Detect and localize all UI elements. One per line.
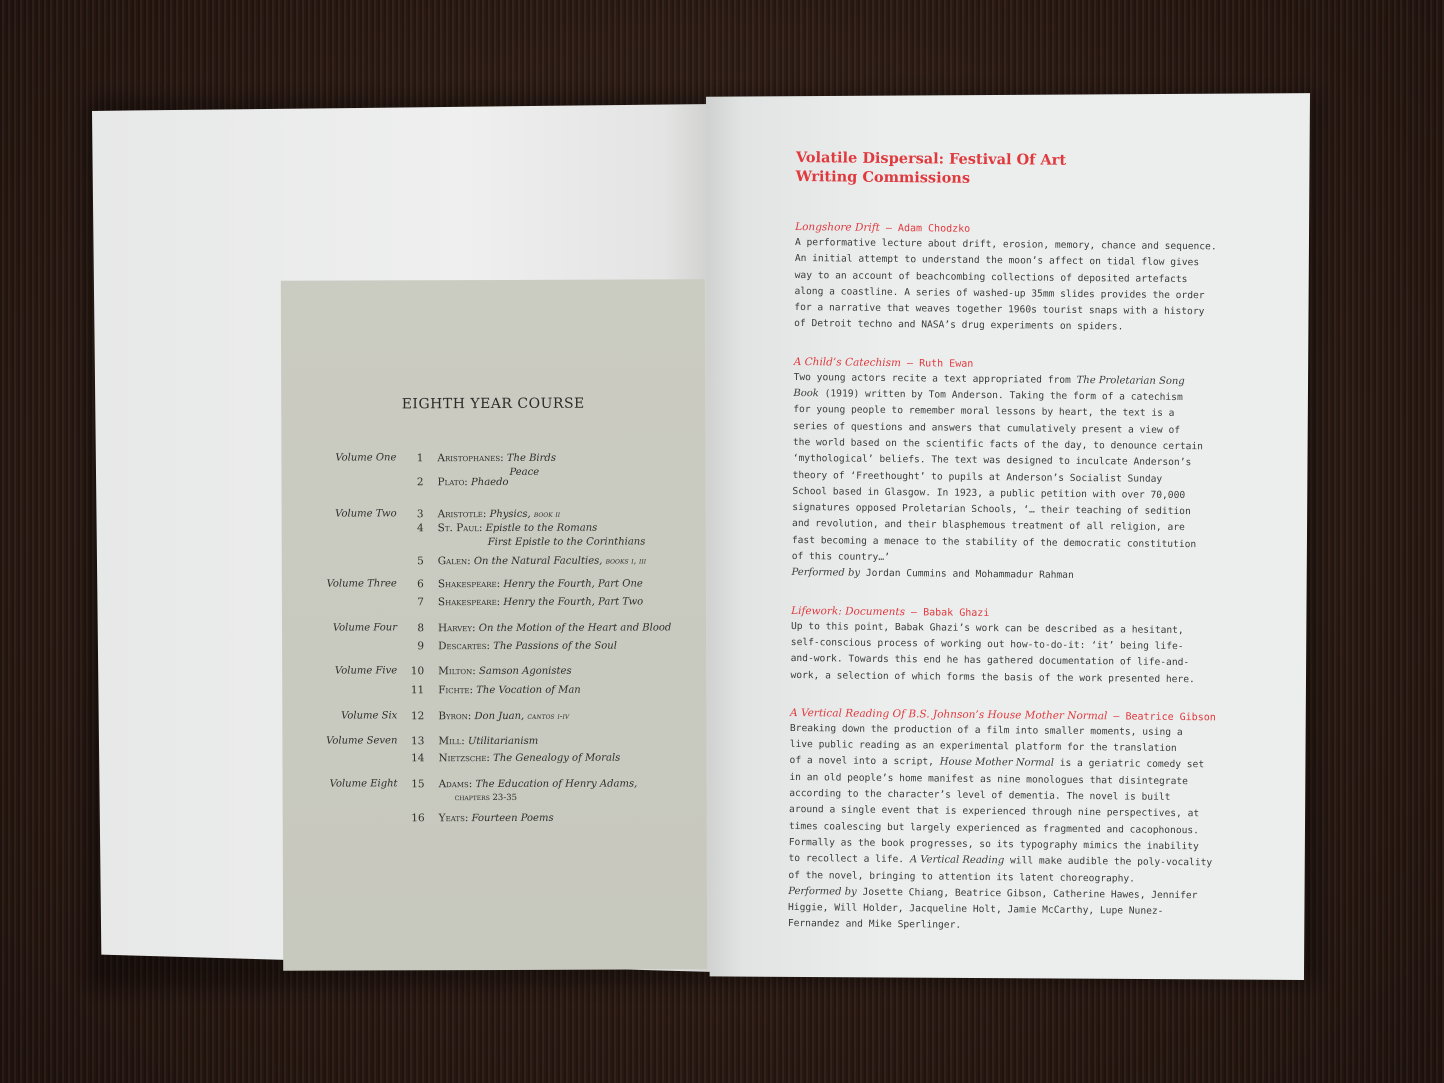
body-line: of the novel, bringing to attention its latent choreography. — [788, 869, 1135, 885]
entry-author: Mill: — [438, 735, 465, 748]
body-line: fast becoming a menace to the stability of the democratic constitution — [791, 534, 1197, 550]
entry-number: 5 — [417, 555, 424, 568]
volume-label: Volume Five — [334, 665, 398, 677]
entry-work: Samson Agonistes — [479, 665, 572, 678]
body-line: Two young actors recite a text appropriated from The Proletarian Song — [793, 371, 1185, 387]
commission-section — [788, 706, 1250, 938]
entry-author: Yeats: — [438, 812, 469, 825]
commission-section — [791, 355, 1253, 587]
commission-artist: Babak Ghazi — [923, 606, 990, 619]
entry-number: 13 — [411, 735, 425, 748]
entry-author: Plato: — [437, 476, 468, 489]
entry-work: Utilitarianism — [467, 735, 539, 748]
entry-text — [437, 452, 556, 464]
entry-text — [438, 522, 598, 535]
entry-number: 7 — [417, 596, 424, 609]
entry-author: Aristotle: — [437, 508, 487, 521]
entry-author: Byron: — [438, 710, 472, 723]
body-line: Performed by Josette Chiang, Beatrice Gibson, Catherine Hawes, Jennifer — [788, 885, 1198, 902]
entry-extra: book ii — [533, 509, 561, 520]
body-line: way to an account of beachcombing collections of deposited artefacts — [794, 269, 1188, 285]
body-line: ‘mythological’ beliefs. The text was designed to inculcate Anderson’s — [792, 453, 1192, 469]
entry-work: Phaedo — [471, 476, 509, 489]
entry-continuation: Peace — [509, 466, 540, 478]
body-line: around a single event that is experienced through nine perspectives, at — [789, 804, 1200, 820]
entry-work: The Passions of the Soul — [493, 640, 617, 653]
entry-text — [437, 476, 508, 488]
body-line: times coalescing but largely experienced as fragmented and cacophonous. — [788, 820, 1200, 836]
page-title: Volatile Dispersal: Festival Of Art Writing Commissions — [795, 148, 1067, 187]
entry-text — [438, 684, 581, 696]
reading-list-plate — [281, 279, 707, 970]
body-line: Fernandez and Mike Sperlinger. — [787, 918, 962, 932]
entry-number: 10 — [410, 665, 425, 678]
body-line: Book (1919) written by Tom Anderson. Taking the form of a catechism — [793, 388, 1183, 404]
body-line: according to the character’s level of dementia. The novel is built — [789, 787, 1171, 803]
entry-author: Milton: — [438, 665, 476, 678]
entry-number: 16 — [411, 812, 425, 825]
entry-text — [438, 735, 538, 747]
entry-text — [438, 621, 671, 634]
entry-text — [438, 577, 643, 590]
entry-number: 8 — [417, 622, 425, 635]
entry-number: 2 — [416, 476, 424, 489]
body-line: to recollect a life. A Vertical Reading will make audible the poly-vocality — [788, 853, 1213, 869]
entry-text — [438, 710, 569, 722]
commission-artist: Adam Chodzko — [897, 223, 971, 235]
body-line: in an old people’s home manifest as nine monologues that disintegrate — [789, 771, 1188, 787]
entry-work: Henry the Fourth, Part One — [503, 578, 643, 590]
heading-separator: — — [1107, 711, 1126, 723]
body-line: Performed by Jordan Cummins and Mohammadur Rahman — [791, 567, 1074, 582]
entry-continuation: First Epistle to the Corinthians — [487, 536, 646, 549]
entry-work: Physics, — [489, 508, 531, 521]
volume-label: Volume Eight — [329, 778, 398, 790]
entry-text — [439, 778, 638, 791]
body-line: of Detroit techno and NASA’s drug experiments on spiders. — [794, 318, 1124, 333]
volume-label: Volume Four — [332, 622, 398, 634]
course-title: EIGHTH YEAR COURSE — [401, 395, 585, 413]
heading-separator: — — [879, 222, 899, 235]
entry-author: Fichte: — [438, 684, 474, 697]
entry-author: Descartes: — [438, 640, 491, 653]
body-line: Formally as the book progresses, so its typography mimics the inability — [788, 836, 1199, 853]
entry-author: Aristophanes: — [437, 451, 504, 465]
body-line: of a novel into a script, House Mother Normal is a geriatric comedy set — [789, 755, 1205, 771]
entry-work: The Education of Henry Adams, — [475, 778, 638, 791]
entry-number: 15 — [411, 778, 425, 791]
commission-work-title: A Child’s Catechism — [793, 355, 902, 369]
entry-work: On the Motion of the Heart and Blood — [478, 622, 672, 635]
entry-author: Adams: — [438, 778, 473, 791]
heading-separator: — — [900, 357, 920, 370]
body-line: A performative lecture about drift, erosion, memory, chance and sequence. — [794, 236, 1217, 253]
entry-continuation: chapters 23-35 — [454, 792, 518, 804]
entry-author: Shakespeare: — [437, 577, 501, 591]
commission-work-title: A Vertical Reading Of B.S. Johnson’s House Mother Normal — [790, 706, 1108, 723]
entry-author: St. Paul: — [437, 522, 483, 535]
entry-number: 9 — [417, 640, 425, 653]
volume-label: Volume Six — [341, 710, 398, 722]
entry-number: 14 — [411, 752, 425, 765]
entry-work: Epistle to the Romans — [485, 522, 598, 535]
entry-work: The Genealogy of Morals — [493, 752, 621, 765]
commission-artist: Beatrice Gibson — [1125, 711, 1216, 724]
body-line: signatures opposed Proletarian Schools, ‘… their teaching of sedition — [792, 502, 1191, 518]
entry-text — [438, 640, 617, 653]
commission-section — [790, 604, 1251, 689]
entry-number: 3 — [416, 508, 424, 521]
body-line: and-work. Towards this end he has gathered documentation of life-and- — [790, 653, 1190, 669]
entry-work: The Vocation of Man — [476, 684, 581, 697]
entry-number: 6 — [417, 578, 424, 591]
body-line: the world based on the scientific facts of the day, to denounce certain — [792, 436, 1204, 453]
entry-author: Shakespeare: — [437, 595, 501, 609]
commission-artist: Ruth Ewan — [919, 358, 974, 370]
entry-text — [438, 508, 561, 520]
body-line: for young people to remember moral lessons by heart, the text is a — [793, 404, 1175, 420]
heading-separator: — — [905, 606, 924, 618]
entry-text — [438, 752, 620, 765]
volume-label: Volume Two — [335, 508, 397, 520]
commission-work-title: Lifework: Documents — [791, 604, 906, 618]
commission-work-title: Longshore Drift — [795, 220, 880, 234]
body-line: Higgie, Will Holder, Jacqueline Holt, Jamie McCarthy, Lupe Nunez- — [787, 902, 1164, 917]
commission-section — [794, 220, 1255, 338]
entry-text — [438, 595, 643, 608]
entry-work: The Birds — [506, 452, 556, 464]
entry-work: On the Natural Faculties, — [473, 555, 603, 568]
entry-extra: books i, iii — [605, 556, 647, 567]
entry-text — [438, 554, 646, 567]
body-line: series of questions and answers that cumulatively present a view of — [793, 420, 1181, 436]
entry-text — [439, 812, 554, 824]
entry-text — [438, 665, 571, 677]
volume-label: Volume One — [335, 452, 397, 464]
entry-number: 12 — [410, 710, 425, 723]
body-line: self-conscious process of working out how-to-do-it: ‘it’ being life- — [790, 636, 1184, 653]
body-line: theory of ‘Freethought’ to pupils at Anderson’s Socialist Sunday — [792, 469, 1163, 485]
body-line: of this country…’ — [791, 551, 890, 564]
entry-work: Don Juan, — [474, 710, 525, 723]
body-line: along a coastline. A series of washed-up 35mm slides provides the order — [794, 285, 1205, 302]
body-line: Breaking down the production of a film into smaller moments, using a — [789, 722, 1183, 738]
body-line: Up to this point, Babak Ghazi’s work can be described as a hesitant, — [790, 620, 1184, 636]
entry-number: 1 — [416, 452, 424, 465]
entry-number: 11 — [410, 684, 425, 697]
body-line: live public reading as an experimental platform for the translation — [789, 739, 1177, 755]
body-line: for a narrative that weaves together 1960s tourist snaps with a history — [794, 302, 1205, 318]
body-line: An initial attempt to understand the moon’s affect on tidal flow gives — [794, 253, 1200, 269]
volume-label: Volume Three — [326, 578, 397, 590]
entry-work: Henry the Fourth, Part Two — [503, 596, 644, 608]
volume-label: Volume Seven — [326, 735, 398, 747]
body-line: work, a selection of which forms the basis of the work presented here. — [790, 669, 1195, 685]
entry-author: Harvey: — [437, 622, 476, 635]
body-line: School based in Glasgow. In 1923, a public petition with over 70,000 — [792, 485, 1186, 501]
entry-number: 4 — [416, 522, 424, 535]
entry-author: Galen: — [437, 555, 471, 568]
entry-extra: cantos i-iv — [527, 711, 570, 722]
entry-work: Fourteen Poems — [471, 812, 554, 825]
commissions-text — [788, 148, 1256, 937]
body-line: and revolution, and their blasphemous treatment of all religion, are — [792, 518, 1185, 534]
entry-author: Nietzsche: — [438, 752, 490, 765]
